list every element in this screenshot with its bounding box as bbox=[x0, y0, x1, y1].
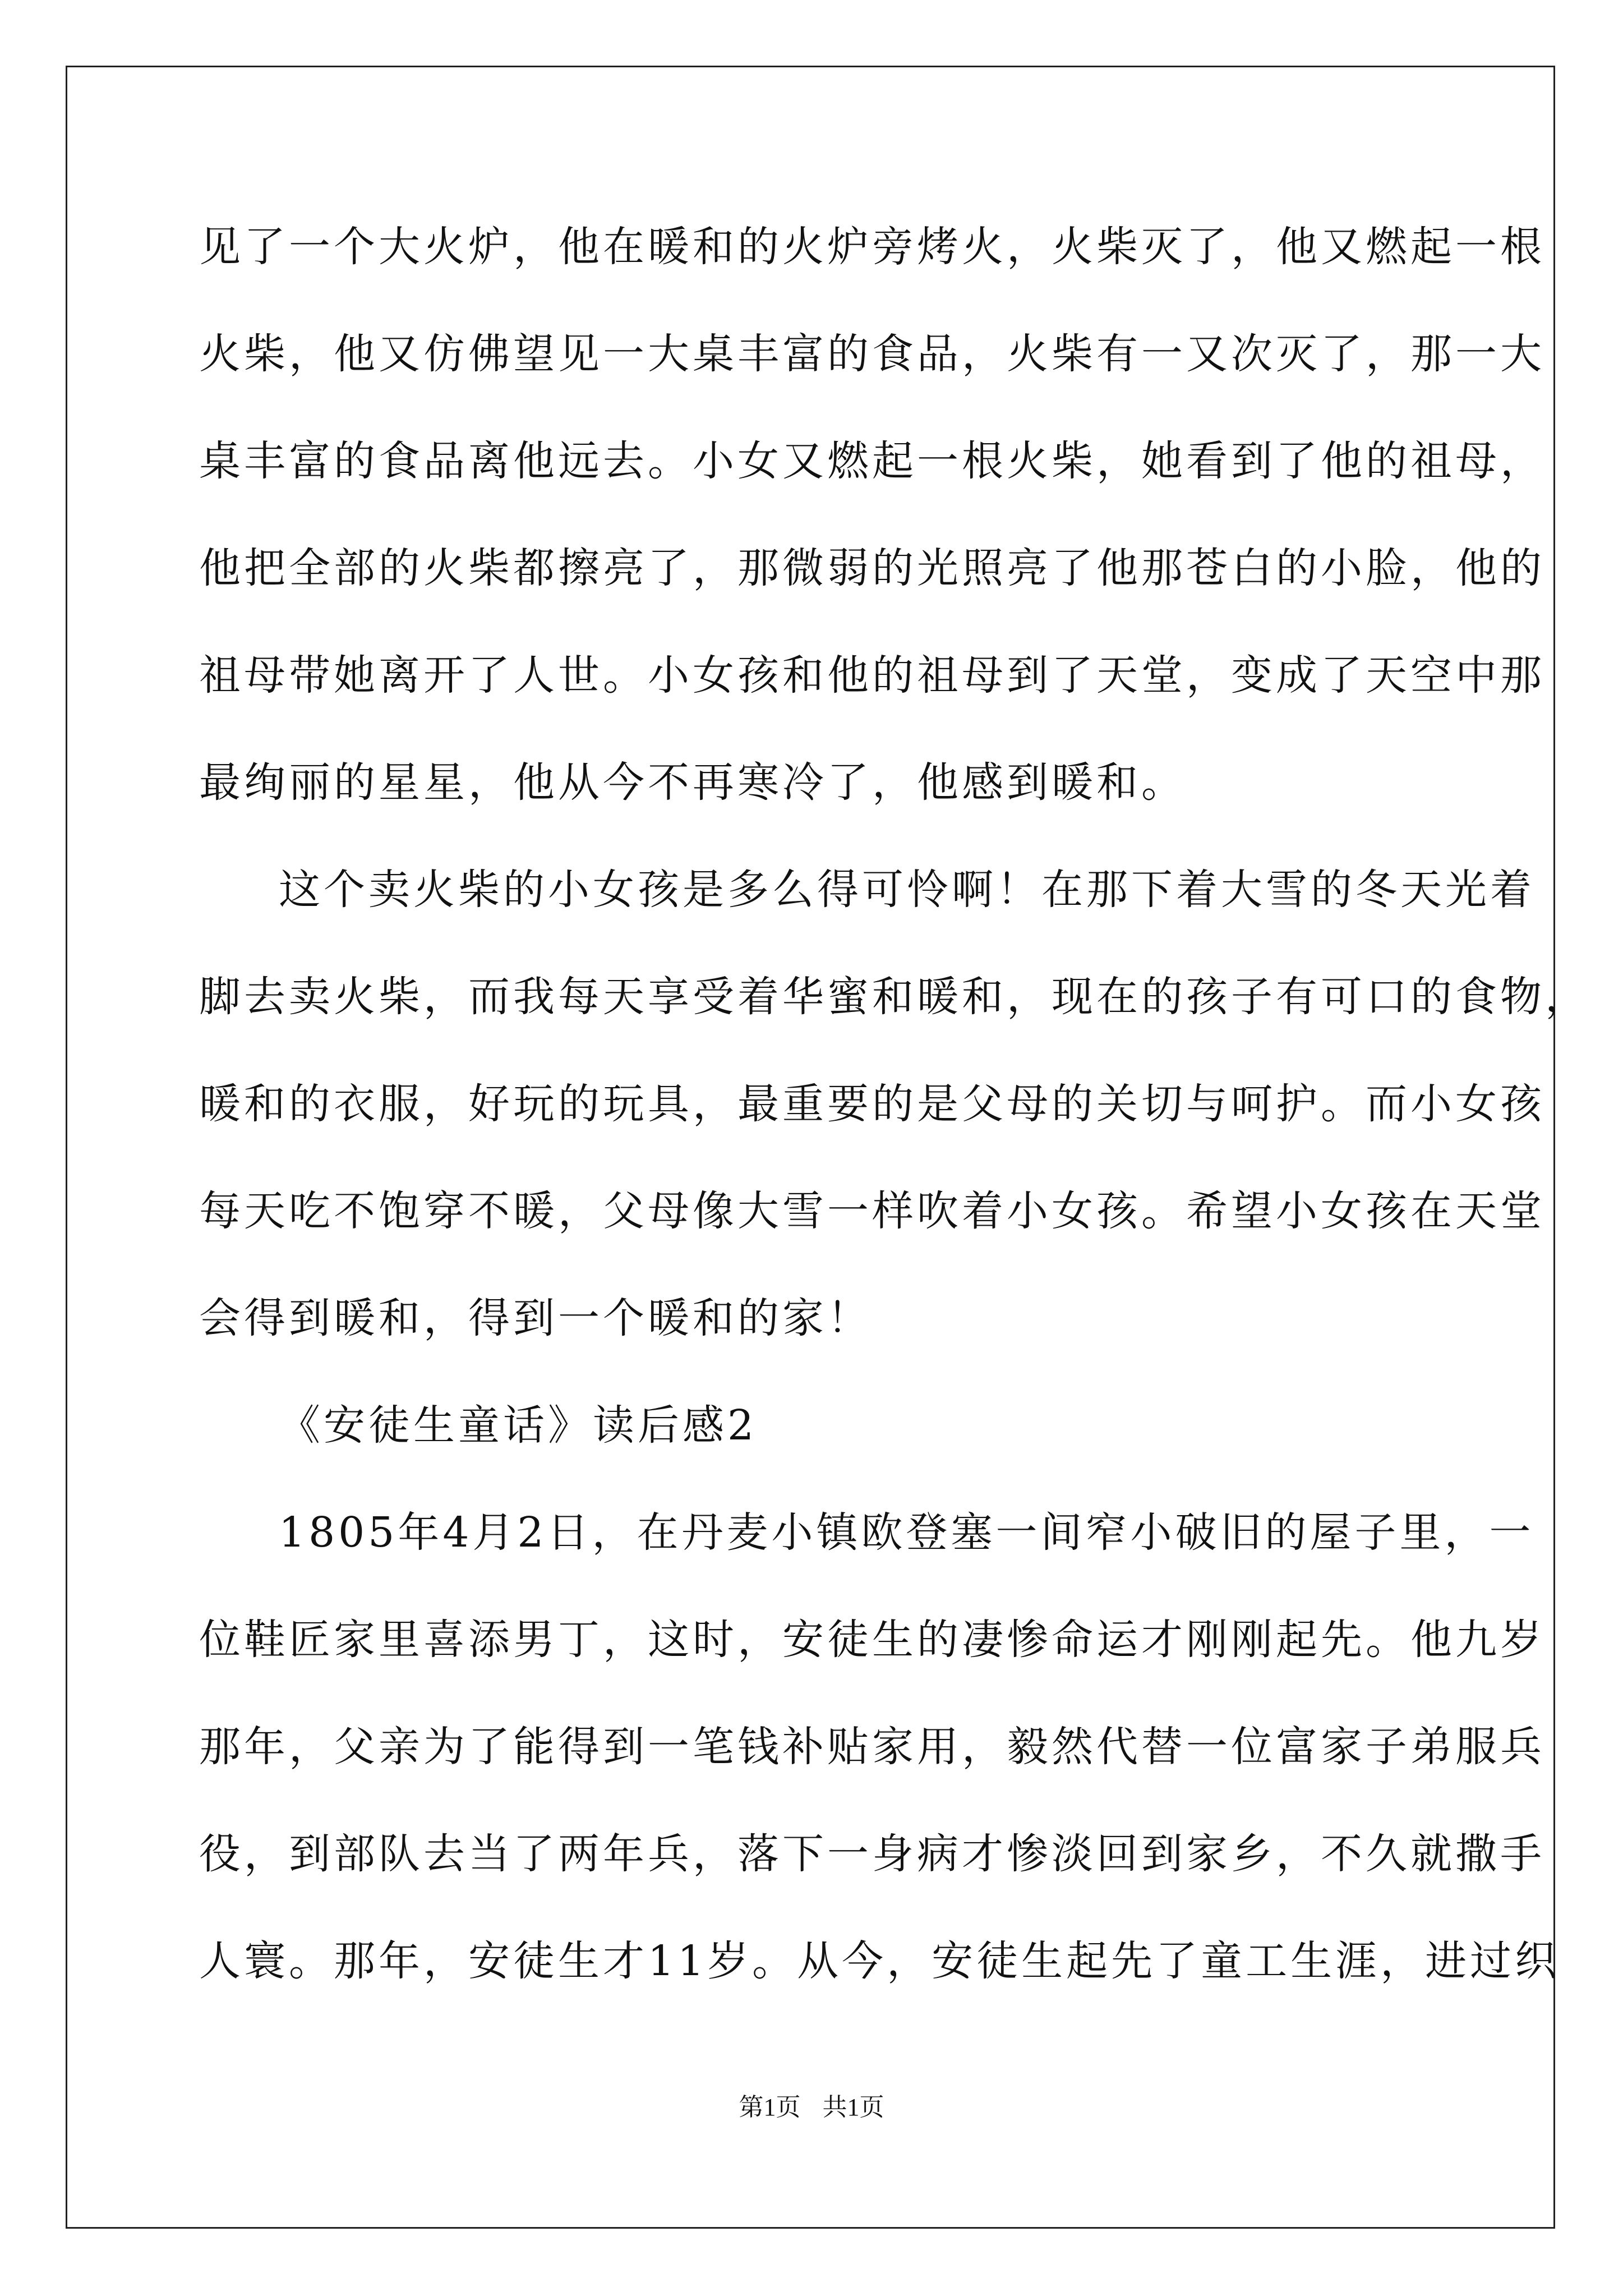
page-frame bbox=[66, 66, 1555, 2229]
page-footer bbox=[0, 2091, 1623, 2124]
paragraph-first-line: 1805年4月2日，在丹麦小镇欧登塞一间窄小破旧的屋子里，一 bbox=[279, 1508, 1534, 1557]
text-line: 位鞋匠家里喜添男丁，这时，安徒生的凄惨命运才刚刚起先。他九岁 bbox=[199, 1616, 1545, 1664]
text-line: 暖和的衣服，好玩的玩具，最重要的是父母的关切与呵护。而小女孩 bbox=[199, 1080, 1545, 1128]
text-line: 役，到部队去当了两年兵，落下一身病才惨淡回到家乡，不久就撒手 bbox=[199, 1830, 1545, 1878]
text-line: 会得到暖和，得到一个暖和的家！ bbox=[199, 1294, 872, 1342]
paragraph-first-line: 这个卖火柴的小女孩是多么得可怜啊！在那下着大雪的冬天光着 bbox=[279, 866, 1535, 914]
section-heading: 《安徒生童话》读后感2 bbox=[279, 1401, 758, 1450]
page-number: 第1页 bbox=[739, 2093, 801, 2121]
text-line: 那年，父亲为了能得到一笔钱补贴家用，毅然代替一位富家子弟服兵 bbox=[199, 1723, 1545, 1771]
text-line: 桌丰富的食品离他远去。小女又燃起一根火柴，她看到了他的祖母， bbox=[199, 437, 1545, 485]
text-line: 每天吃不饱穿不暖，父母像大雪一样吹着小女孩。希望小女孩在天堂 bbox=[199, 1187, 1545, 1235]
text-line: 他把全部的火柴都擦亮了，那微弱的光照亮了他那苍白的小脸，他的 bbox=[199, 544, 1545, 592]
text-line: 见了一个大火炉，他在暖和的火炉旁烤火，火柴灭了，他又燃起一根 bbox=[199, 223, 1545, 271]
text-line: 最绚丽的星星，他从今不再寒冷了，他感到暖和。 bbox=[199, 758, 1186, 807]
page-total: 共1页 bbox=[822, 2093, 884, 2121]
text-line: 火柴，他又仿佛望见一大桌丰富的食品，火柴有一又次灭了，那一大 bbox=[199, 330, 1545, 378]
text-line: 脚去卖火柴，而我每天享受着华蜜和暖和，现在的孩子有可口的食物， bbox=[199, 973, 1590, 1021]
text-line: 祖母带她离开了人世。小女孩和他的祖母到了天堂，变成了天空中那 bbox=[199, 651, 1545, 700]
text-line: 人寰。那年，安徒生才11岁。从今，安徒生起先了童工生涯，进过织 bbox=[199, 1937, 1560, 1985]
